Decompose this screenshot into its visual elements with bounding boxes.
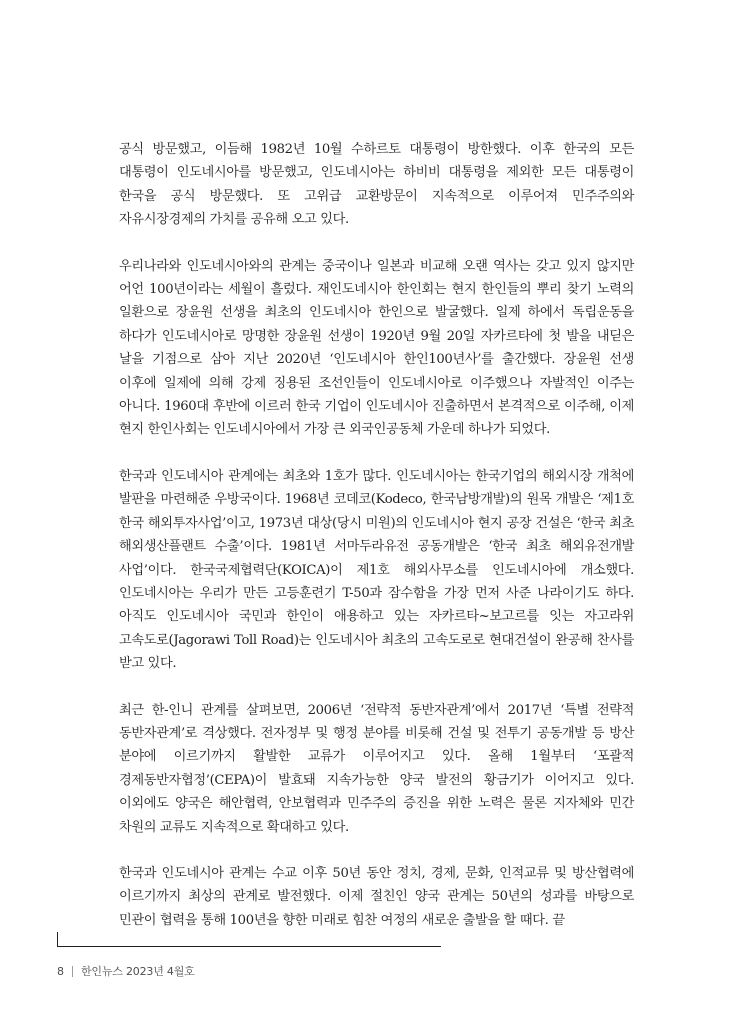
- article-paragraph-5: 한국과 인도네시아 관계는 수교 이후 50년 동안 정치, 경제, 문화, 인적교류 및 방산협력에 이르기까지 최상의 관계로 발전했다. 이제 절친인 양국 관계는 50년의 성과를 바탕으로 민관이 협력을 통해 100년을 향한 미래로 힘찬 여정의 새로운 출발을 할 때다. 끝: [119, 865, 634, 928]
- article-paragraph-1: 공식 방문했고, 이듬해 1982년 10월 수하르토 대통령이 방한했다. 이후 한국의 모든 대통령이 인도네시아를 방문했고, 인도네시아는 하비비 대통령을 제외한 모든 대통령이 한국을 공식 방문했다. 또 고위급 교환방문이 지속적으로 이루어져 민주주의와 자유시장경제의 가치를 공유해 오고 있다.: [119, 142, 634, 228]
- page-footer: [57, 963, 195, 979]
- article-paragraph-2: 우리나라와 인도네시아와의 관계는 중국이나 일본과 비교해 오랜 역사는 갖고 있지 않지만 어언 100년이라는 세월이 흘렀다. 재인도네시아 한인회는 현지 한인들의 뿌리 찾기 노력의 일환으로 장윤원 선생을 최초의 인도네시아 한인으로 발굴했다. 일제 하에서 독립운동을 하다가 인도네시아로 망명한 장윤원 선생이 1920년 9월 20일 자카르타에 첫 발을 내딛은 날을 기점으로 삼아 지난 2020년 ‘인도네시아 한인100년사’를 출간했다. 장윤원 선생 이후에 일제에 의해 강제 징용된 조선인들이 인도네시아로 이주했으나 자발적인 이주는 아니다. 1960대 후반에 이르러 한국 기업이 인도네시아 진출하면서 본격적으로 이주해, 이제 현지 한인사회는 인도네시아에서 가장 큰 외국인공동체 가운데 하나가 되었다.: [119, 258, 634, 438]
- footer-separator: [72, 966, 73, 977]
- publication-name: 한인뉴스 2023년 4월호: [81, 965, 195, 978]
- article-body: [119, 138, 634, 955]
- footer-rule-tick: [57, 932, 58, 947]
- page-number: 8: [57, 964, 64, 978]
- article-paragraph-4: 최근 한-인니 관계를 살펴보면, 2006년 ‘전략적 동반자관계’에서 2017년 ‘특별 전략적 동반자관계’로 격상했다. 전자정부 및 행정 분야를 비롯해 건설 및 전투기 공동개발 등 방산 분야에 이르기까지 활발한 교류가 이루어지고 있다. 올해 1월부터 ‘포괄적 경제동반자협정’(CEPA)이 발효돼 지속가능한 양국 발전의 황금기가 이어지고 있다. 이외에도 양국은 해안협력, 안보협력과 민주주의 증진을 위한 노력은 물론 지자체와 민간 차원의 교류도 지속적으로 확대하고 있다.: [119, 702, 634, 835]
- footer-rule: [57, 946, 441, 947]
- article-paragraph-3: 한국과 인도네시아 관계에는 최초와 1호가 많다. 인도네시아는 한국기업의 해외시장 개척에 발판을 마련해준 우방국이다. 1968년 코데코(Kodeco, 한국남방개발)의 원목 개발은 ‘제1호 한국 해외투자사업’이고, 1973년 대상(당시 미원)의 인도네시아 현지 공장 건설은 ‘한국 최초 해외생산플랜트 수출’이다. 1981년 서마두라유전 공동개발은 ‘한국 최초 해외유전개발 사업’이다. 한국국제협력단(KOICA)이 제1호 해외사무소를 인도네시아에 개소했다. 인도네시아는 우리가 만든 고등훈련기 T-50과 잠수함을 가장 먼저 사준 나라이기도 하다. 아직도 인도네시아 국민과 한인이 애용하고 있는 자카르타~보고르를 잇는 자고라위 고속도로(Jagorawi Toll Road)는 인도네시아 최초의 고속도로로 현대건설이 완공해 찬사를 받고 있다.: [119, 468, 634, 672]
